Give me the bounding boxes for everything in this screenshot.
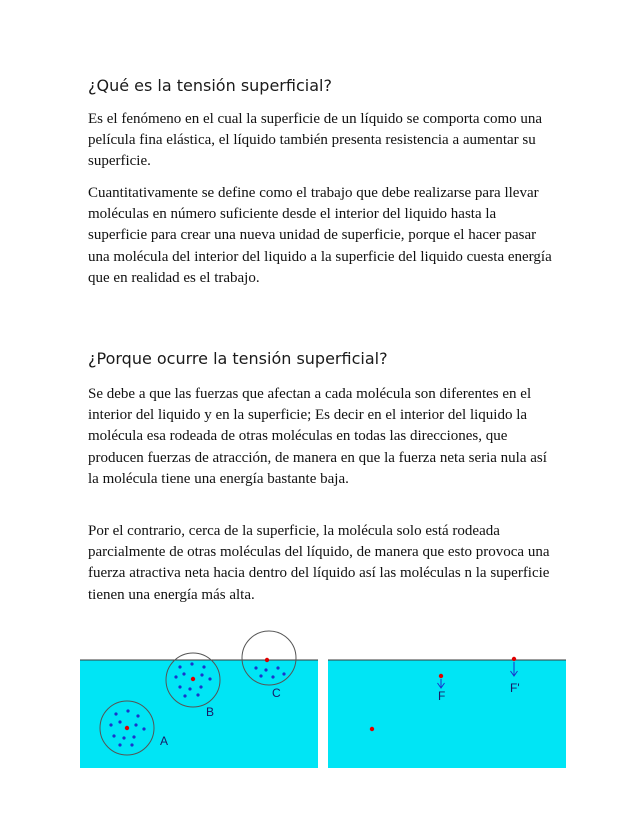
section-heading-why: ¿Porque ocurre la tensión superficial?: [88, 349, 388, 368]
label-b: B: [206, 705, 215, 719]
paragraph-surface: Por el contrario, cerca de la superficie, la molécula solo está rodeada parcialmente de otras moléculas del líquido, de manera que esto provoca una fuerza atractiva neta hacia dentro del líquido así las moléculas n la superficie tienen una energía más alta.: [88, 523, 550, 603]
surface-tension-diagram: [80, 630, 566, 770]
section-heading-what-is: ¿Qué es la tensión superficial?: [88, 76, 332, 95]
water-right-panel: [328, 660, 566, 768]
interior-molecule: [370, 727, 374, 731]
paragraph-quantitative: Cuantitativamente se define como el trabajo que debe realizarse para llevar moléculas en número suficiente desde el interior del liquido hasta la superficie para crear una nueva unidad de superficie, porque el hacer pasar una molécula del interior del liquido a la superficie del liquido cuesta energía que en realidad es el trabajo.: [88, 185, 552, 286]
label-a: A: [160, 734, 169, 748]
paragraph-forces: Se debe a que las fuerzas que afectan a cada molécula son diferentes en el interior del liquido y en la superficie; Es decir en el interior del liquido la molécula esa rodeada de otras moléculas en todas las direcciones, que producen fuerzas de atracción, de manera en que la fuerza neta seria nula así la molécula tiene una energía bastante baja.: [88, 386, 547, 487]
label-c: C: [272, 686, 281, 700]
label-f: F: [438, 689, 446, 703]
paragraph-definition: Es el fenómeno en el cual la superficie de un líquido se comporta como una película fina elástica, el líquido también presenta resistencia a aumentar su superficie.: [88, 111, 543, 170]
label-f-prime: F': [510, 681, 520, 695]
